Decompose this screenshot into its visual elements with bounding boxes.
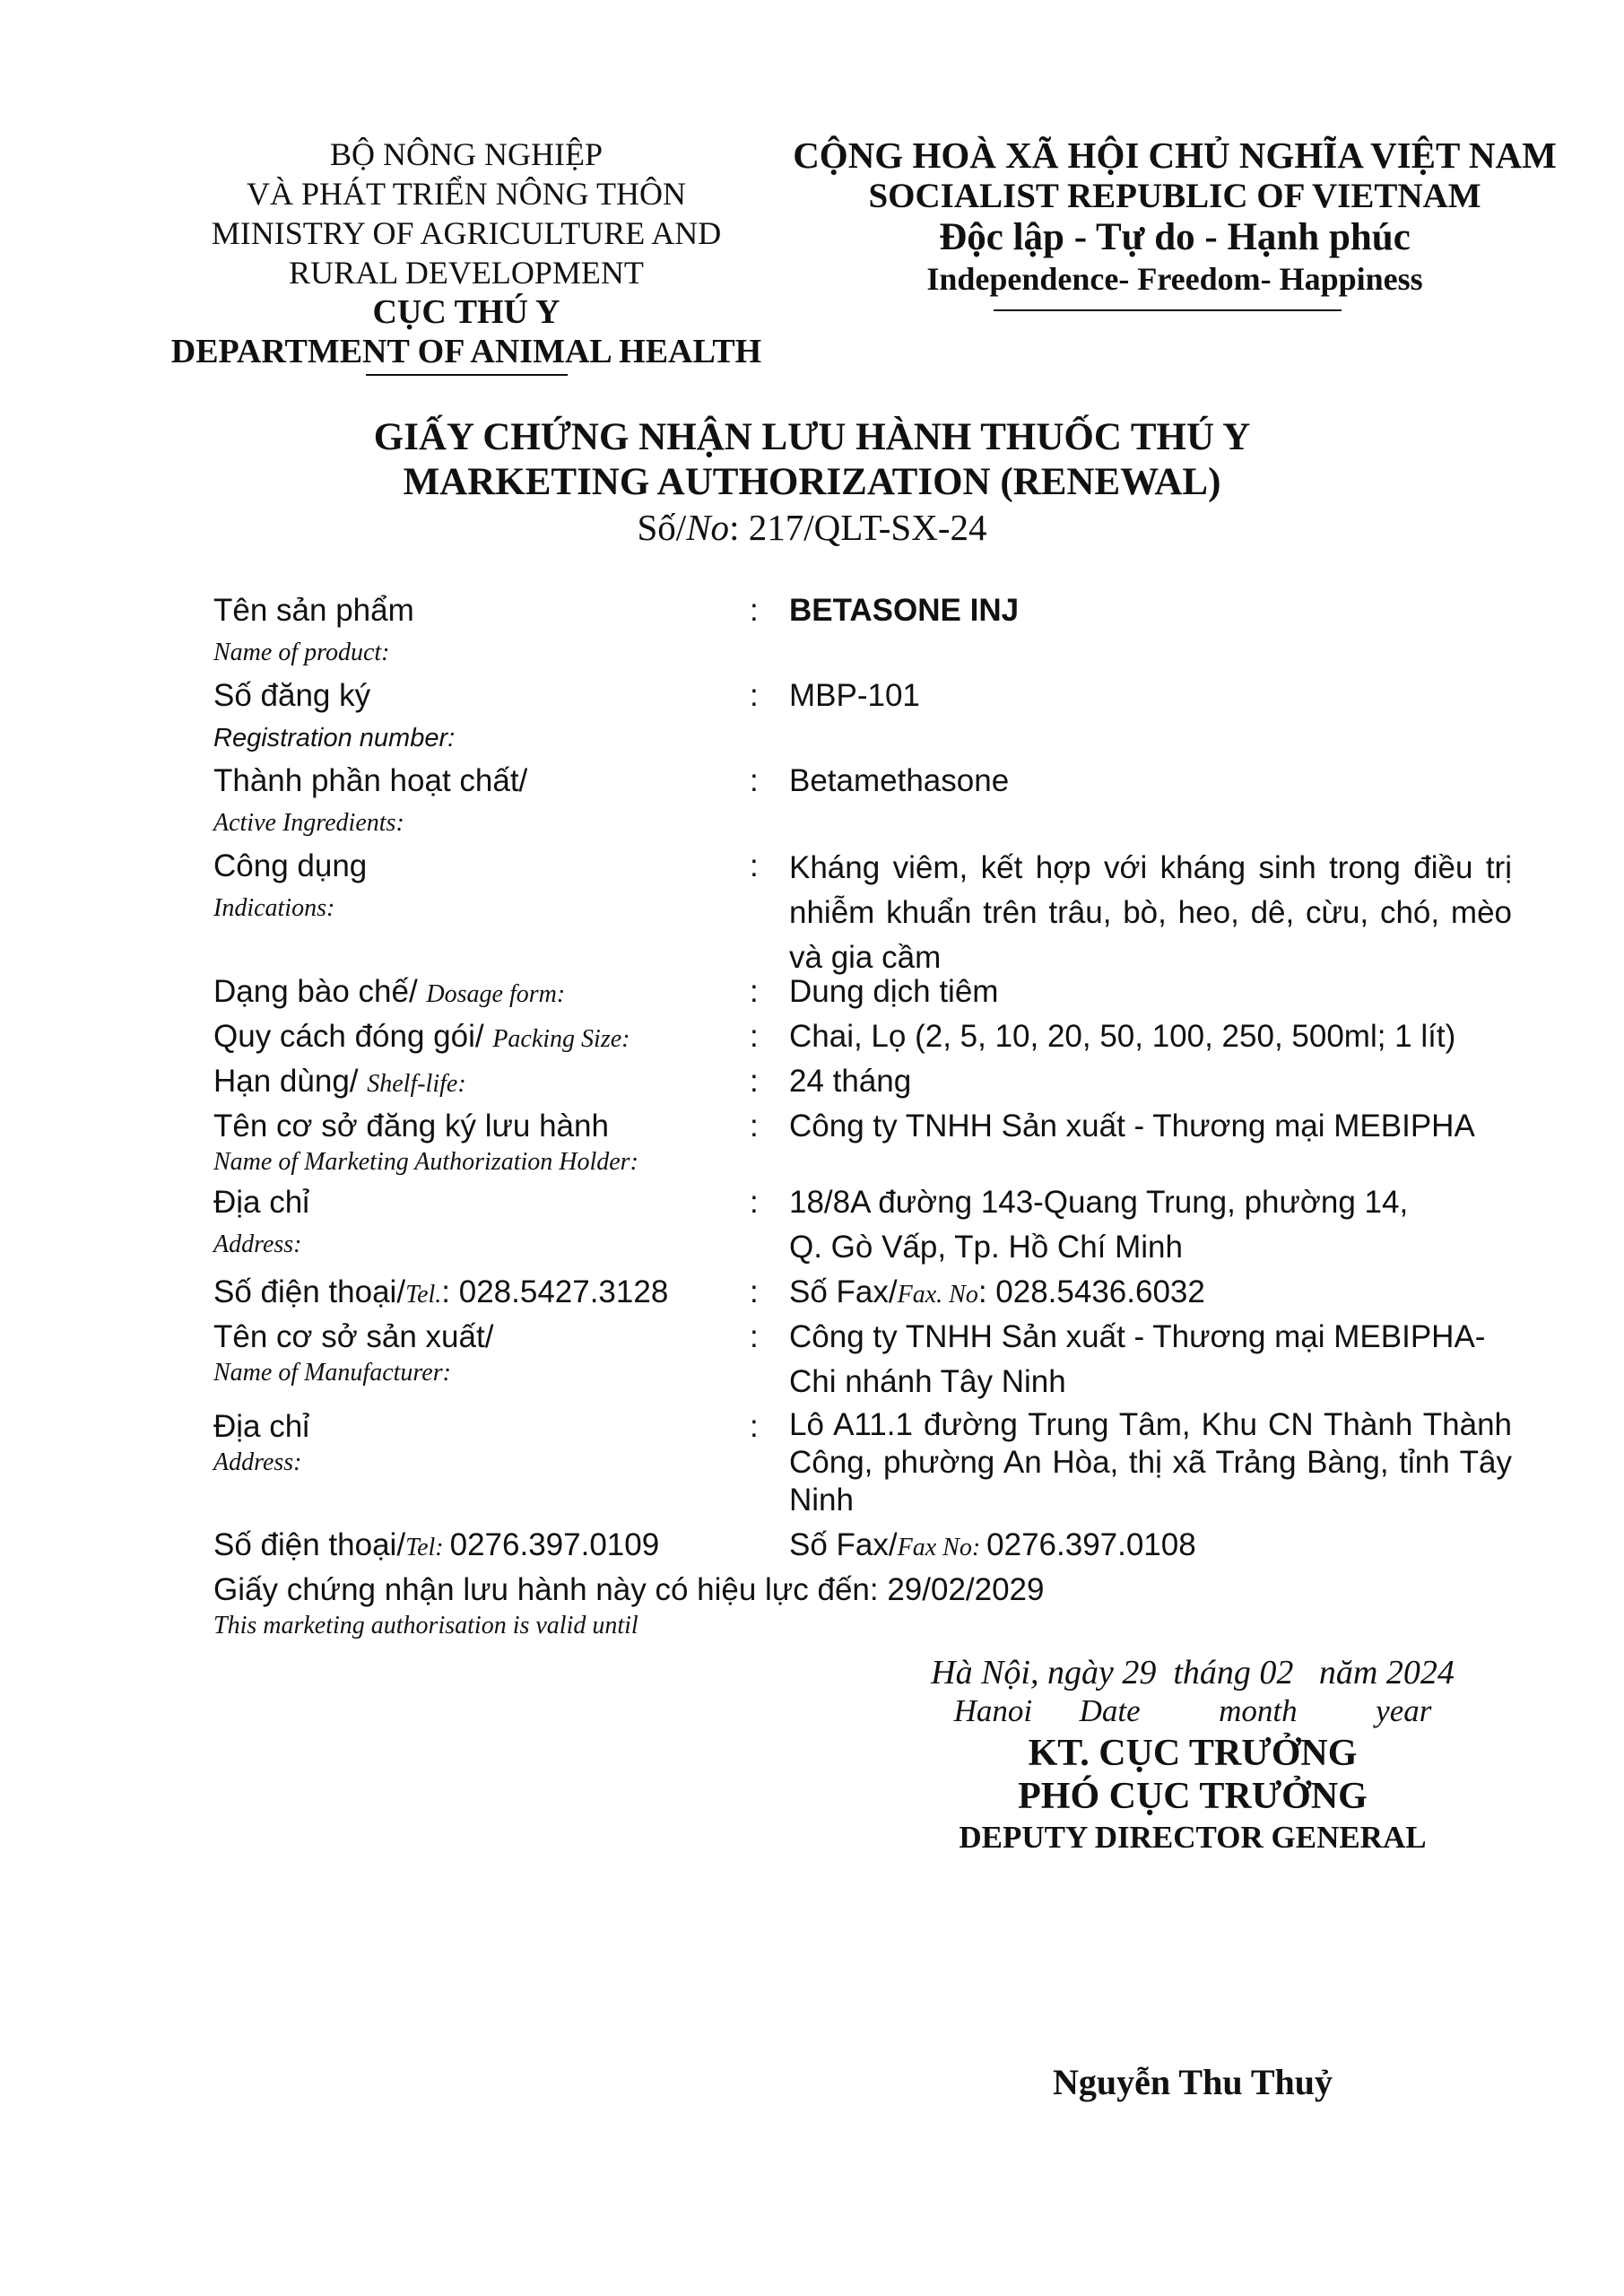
holder-fax-value: : 028.5436.6032 (977, 1274, 1205, 1309)
authorization-holder-value: Công ty TNHH Sản xuất - Thương mại MEBIPHA (789, 1109, 1475, 1144)
product-name-label: Tên sản phẩm (213, 593, 414, 628)
indications-label: Công dụng (213, 848, 368, 883)
manufacturer-address-value: Lô A11.1 đường Trung Tâm, Khu CN Thành Thành Công, phường An Hòa, thị xã Trảng Bàng, tỉnh Tây Ninh (789, 1407, 1512, 1518)
manufacturer-label: Tên cơ sở sản xuất/ (213, 1319, 494, 1354)
department-name-vi: CỤC THÚ Y (372, 293, 560, 331)
left-header-underline (366, 374, 568, 376)
holder-address-sublabel: Address: (213, 1231, 302, 1258)
manufacturer-sublabel: Name of Manufacturer: (213, 1359, 451, 1387)
signer-title-en: DEPUTY DIRECTOR GENERAL (959, 1820, 1427, 1855)
country-name-en: SOCIALIST REPUBLIC OF VIETNAM (868, 177, 1481, 215)
manufacturer-line2: Chi nhánh Tây Ninh (789, 1364, 1066, 1399)
signer-title-2: PHÓ CỤC TRƯỞNG (1018, 1776, 1368, 1817)
ministry-name-vi-line1: BỘ NÔNG NGHIỆP (330, 136, 603, 172)
country-name-vi: CỘNG HOÀ XÃ HỘI CHỦ NGHĨA VIỆT NAM (793, 135, 1557, 176)
dosage-form-label: Dạng bào chế/ Dosage form: (213, 974, 566, 1009)
packing-size-sublabel: Packing Size: (492, 1025, 630, 1053)
dosage-form-sublabel: Dosage form: (426, 980, 566, 1008)
packing-size-label: Quy cách đóng gói/ Packing Size: (213, 1019, 630, 1054)
holder-fax-sublabel: Fax. No (897, 1281, 978, 1309)
validity-statement: Giấy chứng nhận lưu hành này có hiệu lực đến: 29/02/2029 (213, 1572, 1045, 1607)
field-colon: : (750, 848, 759, 883)
holder-address-line1: 18/8A đường 143-Quang Trung, phường 14, (789, 1185, 1409, 1220)
field-colon: : (750, 1019, 759, 1054)
holder-phone: Số điện thoại/Tel.: 028.5427.3128 (213, 1274, 669, 1309)
number-value: : 217/QLT-SX-24 (729, 507, 987, 548)
product-name-sublabel: Name of product: (213, 639, 390, 666)
shelf-life-sublabel: Shelf-life: (367, 1070, 466, 1098)
signer-title-1: KT. CỤC TRƯỞNG (1028, 1733, 1358, 1774)
manufacturer-phone-sublabel: Tel: (405, 1534, 450, 1561)
packing-size-value: Chai, Lọ (2, 5, 10, 20, 50, 100, 250, 500ml; 1 lít) (789, 1019, 1456, 1054)
document-title-block (0, 415, 1624, 550)
ministry-name-vi-line2: VÀ PHÁT TRIỂN NÔNG THÔN (246, 176, 686, 212)
authorization-holder-sublabel: Name of Marketing Authorization Holder: (213, 1148, 638, 1176)
active-ingredients-sublabel: Active Ingredients: (213, 809, 404, 837)
shelf-life-label: Hạn dùng/ Shelf-life: (213, 1064, 466, 1099)
manufacturer-fax-value: 0276.397.0108 (986, 1527, 1196, 1562)
authorization-holder-label: Tên cơ sở đăng ký lưu hành (213, 1109, 609, 1144)
holder-phone-value: : 028.5427.3128 (441, 1274, 669, 1309)
motto-en: Independence- Freedom- Happiness (926, 261, 1423, 297)
manufacturer-phone-value: 0276.397.0109 (449, 1527, 660, 1562)
manufacturer-fax-sublabel: Fax No: (897, 1534, 987, 1561)
field-colon: : (750, 1185, 759, 1220)
signing-date-en: Hanoi Date month year (953, 1693, 1432, 1728)
ministry-name-en-line1: MINISTRY OF AGRICULTURE AND (211, 215, 722, 251)
field-colon: : (750, 1409, 759, 1444)
document-number (0, 505, 1624, 550)
indications-value: Kháng viêm, kết hợp với kháng sinh trong điều trị nhiễm khuẩn trên trâu, bò, heo, dê, cừu, chó, mèo và gia cầm (789, 850, 1512, 975)
document-title-en: MARKETING AUTHORIZATION (RENEWAL) (403, 461, 1221, 503)
manufacturer-address-sublabel: Address: (213, 1448, 302, 1476)
registration-number-value: MBP-101 (789, 678, 920, 713)
indications-sublabel: Indications: (213, 894, 335, 922)
signer-name: Nguyễn Thu Thuỷ (1052, 2062, 1333, 2102)
product-name-value: BETASONE INJ (789, 593, 1020, 628)
manufacturer-phone: Số điện thoại/Tel: 0276.397.0109 (213, 1527, 660, 1562)
issuing-authority-block (152, 135, 780, 371)
registration-number-label: Số đăng ký (213, 678, 371, 713)
manufacturer-line1: Công ty TNHH Sản xuất - Thương mại MEBIPHA- (789, 1319, 1486, 1354)
dosage-form-value: Dung dịch tiêm (789, 974, 999, 1009)
department-name-en: DEPARTMENT OF ANIMAL HEALTH (170, 333, 762, 370)
registration-number-sublabel: Registration number: (213, 724, 456, 752)
motto-vi: Độc lập - Tự do - Hạnh phúc (939, 216, 1411, 258)
signing-date-vi: Hà Nội, ngày 29 tháng 02 năm 2024 (931, 1654, 1455, 1692)
number-label-vi: Số/ (637, 507, 687, 548)
active-ingredients-label: Thành phần hoạt chất/ (213, 763, 528, 798)
holder-address-label: Địa chỉ (213, 1185, 309, 1220)
validity-statement-en: This marketing authorisation is valid until (213, 1612, 638, 1639)
manufacturer-fax: Số Fax/Fax No: 0276.397.0108 (789, 1527, 1196, 1562)
active-ingredients-value: Betamethasone (789, 763, 1010, 798)
field-colon: : (750, 974, 759, 1009)
field-colon: : (750, 1274, 759, 1309)
field-colon: : (750, 763, 759, 798)
document-title-vi: GIẤY CHỨNG NHẬN LƯU HÀNH THUỐC THÚ Y (373, 416, 1251, 458)
field-colon: : (750, 1109, 759, 1144)
field-colon: : (750, 678, 759, 713)
field-colon: : (750, 1064, 759, 1099)
holder-phone-sublabel: Tel. (405, 1281, 442, 1309)
right-header-underline (994, 309, 1342, 311)
national-motto-block (771, 135, 1578, 300)
shelf-life-value: 24 tháng (789, 1064, 912, 1099)
field-colon: : (750, 1319, 759, 1354)
manufacturer-address-label: Địa chỉ (213, 1409, 309, 1444)
field-colon: : (750, 593, 759, 628)
ministry-name-en-line2: RURAL DEVELOPMENT (289, 255, 644, 291)
number-label-en: No (686, 507, 730, 548)
holder-fax: Số Fax/Fax. No: 028.5436.6032 (789, 1274, 1205, 1309)
holder-address-line2: Q. Gò Vấp, Tp. Hồ Chí Minh (789, 1230, 1183, 1265)
